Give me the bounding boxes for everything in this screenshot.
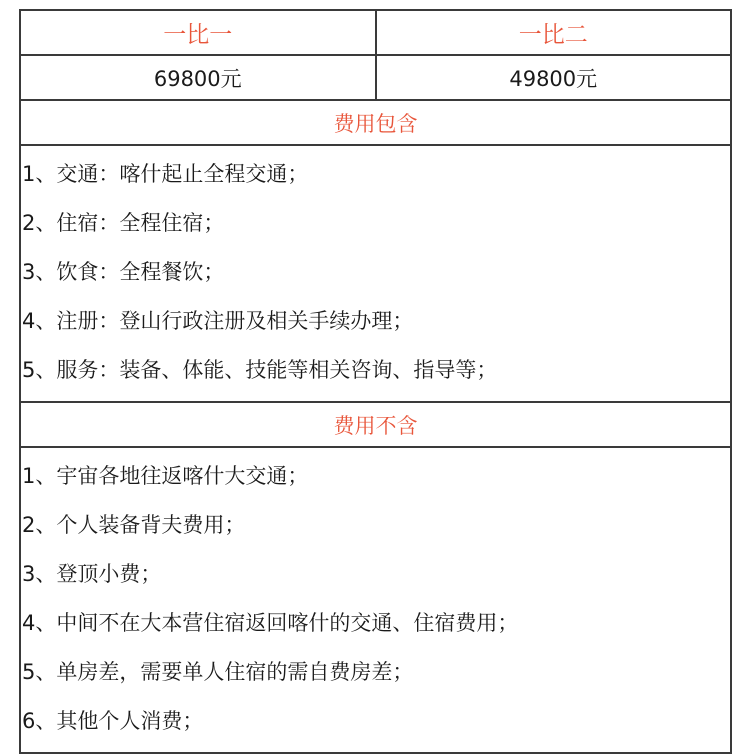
excluded-item: 1、宇宙各地往返喀什大交通；	[22, 464, 309, 488]
pricing-table	[19, 9, 732, 754]
excluded-item: 2、个人装备背夫费用；	[22, 513, 246, 537]
included-list	[21, 146, 732, 401]
excluded-list	[21, 448, 732, 752]
plan-name-1v2: 一比二	[377, 11, 733, 54]
excluded-item: 4、中间不在大本营住宿返回喀什的交通、住宿费用；	[22, 611, 519, 635]
plan-price-row	[21, 56, 732, 101]
plan-price-1v1: 69800元	[21, 56, 377, 99]
excluded-list-row	[21, 448, 732, 754]
included-item: 2、住宿：全程住宿；	[22, 211, 225, 235]
plan-price-1v2: 49800元	[377, 56, 733, 99]
excluded-item: 3、登顶小费；	[22, 562, 162, 586]
included-title: 费用包含	[21, 101, 732, 144]
included-item: 5、服务：装备、体能、技能等相关咨询、指导等；	[22, 358, 498, 382]
included-item: 3、饮食：全程餐饮；	[22, 260, 225, 284]
included-title-row	[21, 101, 732, 146]
excluded-item: 5、单房差，需要单人住宿的需自费房差；	[22, 660, 414, 684]
excluded-title: 费用不含	[21, 403, 732, 446]
included-item: 1、交通：喀什起止全程交通；	[22, 162, 309, 186]
included-item: 4、注册：登山行政注册及相关手续办理；	[22, 309, 414, 333]
plan-name-1v1: 一比一	[21, 11, 377, 54]
excluded-item: 6、其他个人消费；	[22, 709, 204, 733]
plan-header-row	[21, 11, 732, 56]
included-list-row	[21, 146, 732, 403]
excluded-title-row	[21, 403, 732, 448]
